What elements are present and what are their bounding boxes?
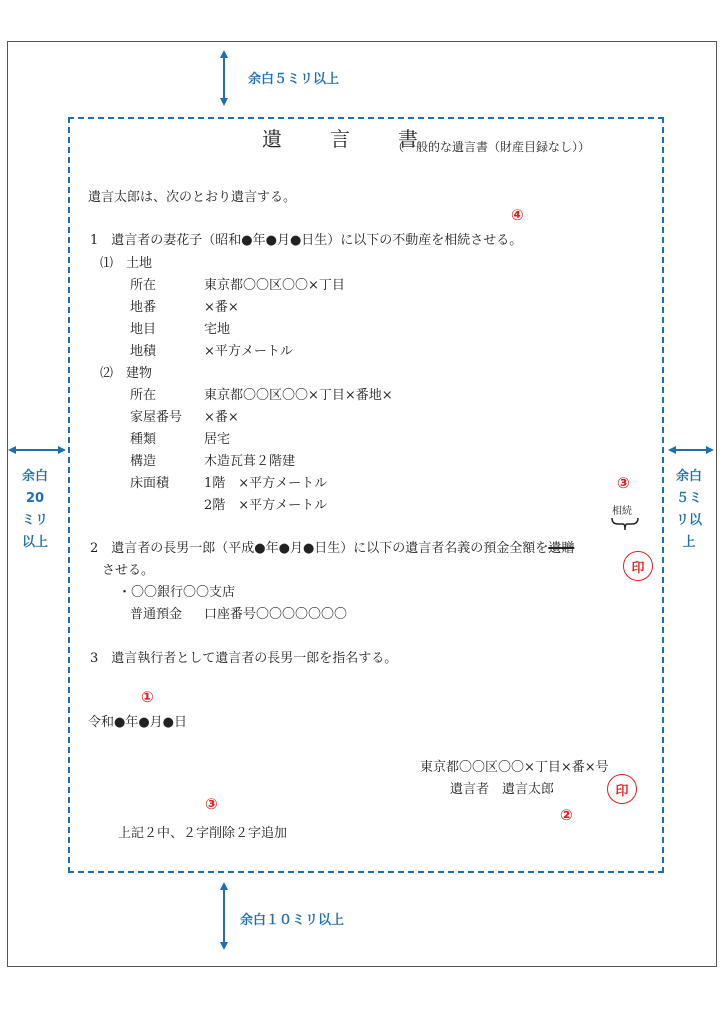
land-label: 所在	[130, 278, 157, 293]
building-label: 床面積	[130, 476, 170, 491]
land-value: 東京都〇〇区〇〇×丁目	[204, 278, 345, 293]
clause-2-text: 2 遺言者の長男一郎（平成●年●月●日生）に以下の遺言者名義の預金全額を	[90, 541, 549, 556]
correction-seal: 印	[623, 551, 653, 581]
date-line: 令和●年●月●日	[88, 715, 188, 730]
land-label: 地目	[130, 322, 157, 337]
land-label: 地積	[130, 344, 157, 359]
marker-4: ④	[511, 206, 524, 224]
building-label: 構造	[130, 454, 157, 469]
account-value: 口座番号〇〇〇〇〇〇〇	[204, 607, 348, 622]
building-label: 家屋番号	[130, 410, 183, 425]
testator-signature: 遺言者 遺言太郎	[450, 782, 555, 797]
marker-3-correction: ③	[205, 795, 218, 813]
bank-name: ・〇〇銀行〇〇支店	[118, 585, 236, 600]
building-value: 木造瓦葺２階建	[204, 454, 296, 469]
top-margin-label: 余白５ミリ以上	[248, 72, 340, 87]
marker-3: ③	[617, 474, 630, 492]
building-heading: ⑵ 建物	[100, 366, 153, 381]
bottom-margin-arrow	[216, 882, 232, 950]
clause-2-continuation: させる。	[102, 563, 155, 578]
left-margin-label: 余白20ミリ以上	[22, 469, 49, 550]
clause-2	[90, 541, 574, 557]
account-label: 普通預金	[130, 607, 183, 622]
left-margin-arrow	[8, 442, 66, 458]
signature-seal: 印	[607, 774, 637, 804]
insertion-text: 相続	[612, 506, 632, 517]
document-subtitle: （一般的な遺言書（財産目録なし））	[392, 140, 591, 154]
land-value: ×平方メートル	[204, 344, 293, 359]
marker-2: ②	[560, 806, 573, 824]
correction-note: 上記２中、２字削除２字追加	[118, 826, 288, 841]
right-margin-label: 余白５ミリ以上	[676, 469, 703, 550]
bottom-margin-label: 余白１０ミリ以上	[240, 913, 345, 928]
building-value: 居宅	[204, 432, 231, 447]
building-label: 種類	[130, 432, 157, 447]
building-value: ×番×	[204, 410, 239, 425]
land-value: 宅地	[204, 322, 231, 337]
marker-1: ①	[141, 688, 154, 706]
top-margin-arrow	[216, 50, 232, 106]
clause-1: 1 遺言者の妻花子（昭和●年●月●日生）に以下の不動産を相続させる。	[90, 233, 523, 248]
insertion-brace	[610, 516, 640, 532]
struck-text: 遺贈	[548, 541, 575, 556]
building-value: 東京都〇〇区〇〇×丁目×番地×	[204, 388, 393, 403]
document-title: 遺 言 書	[262, 127, 432, 151]
land-value: ×番×	[204, 300, 239, 315]
building-floor2-value: 2階 ×平方メートル	[204, 498, 328, 513]
land-heading: ⑴ 土地	[100, 256, 153, 271]
opening-line: 遺言太郎は、次のとおり遺言する。	[88, 190, 297, 205]
testator-address: 東京都〇〇区〇〇×丁目×番×号	[420, 760, 609, 775]
building-value: 1階 ×平方メートル	[204, 476, 328, 491]
right-margin-arrow	[668, 442, 714, 458]
clause-3: 3 遺言執行者として遺言者の長男一郎を指名する。	[90, 651, 398, 666]
building-label: 所在	[130, 388, 157, 403]
land-label: 地番	[130, 300, 157, 315]
